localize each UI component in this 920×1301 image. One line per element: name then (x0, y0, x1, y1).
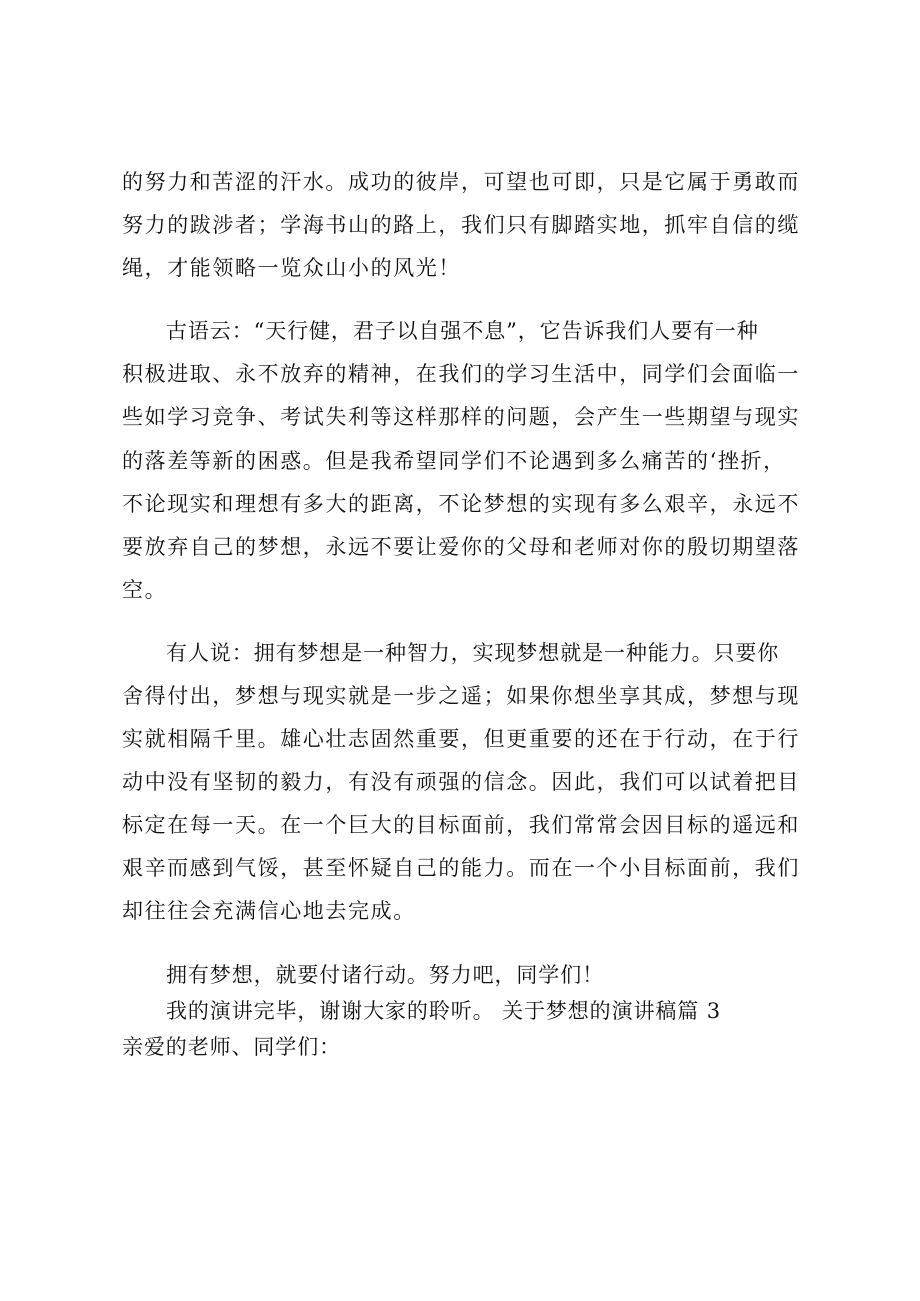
paragraph-3-line-3: 实就相隔千里。雄心壮志固然重要，但更重要的还在于行动，在于行 (122, 727, 800, 751)
paragraph-1-line-2: 努力的跋涉者；学海书山的路上，我们只有脚踏实地，抓牢自信的缆 (122, 213, 800, 237)
paragraph-2-line-4: 的落差等新的困惑。但是我希望同学们不论遇到多么痛苦的‘挫折， (122, 449, 786, 473)
paragraph-2-line-7: 空。 (122, 578, 168, 602)
paragraph-1-line-3: 绳，才能领略一览众山小的风光！ (122, 256, 461, 280)
paragraph-4: 拥有梦想，就要付诸行动。努力吧，同学们！ (166, 963, 604, 987)
paragraph-3-line-1: 有人说：拥有梦想是一种智力，实现梦想就是一种能力。只要你 (166, 641, 780, 665)
paragraph-3-line-2: 舍得付出，梦想与现实就是一步之遥；如果你想坐享其成，梦想与现 (122, 684, 800, 708)
paragraph-1-line-1: 的努力和苦涩的汗水。成功的彼岸，可望也可即，只是它属于勇敢而 (122, 170, 800, 194)
paragraph-2-line-3: 些如学习竞争、考试失利等这样那样的问题，会产生一些期望与现实 (122, 405, 800, 429)
paragraph-3-line-7: 却往往会充满信心地去完成。 (122, 899, 416, 923)
paragraph-2-line-6: 要放弃自己的梦想，永远不要让爱你的父母和老师对你的殷切期望落 (122, 535, 800, 559)
paragraph-3-line-4: 动中没有坚韧的毅力，有没有顽强的信念。因此，我们可以试着把目 (122, 770, 800, 794)
closing-line: 我的演讲完毕，谢谢大家的聆听。 关于梦想的演讲稿篇 3 (166, 999, 722, 1023)
paragraph-3-line-6: 艰辛而感到气馁，甚至怀疑自己的能力。而在一个小目标面前，我们 (122, 856, 800, 880)
paragraph-3-line-5: 标定在每一天。在一个巨大的目标面前，我们常常会因目标的遥远和 (122, 813, 800, 837)
salutation: 亲爱的老师、同学们： (122, 1035, 341, 1059)
paragraph-2-line-1: 古语云：“天行健，君子以自强不息”，它告诉我们人要有一种 (166, 319, 759, 343)
paragraph-2-line-5: 不论现实和理想有多大的距离，不论梦想的实现有多么艰辛，永远不 (122, 492, 800, 516)
paragraph-2-line-2: 积极进取、永不放弃的精神，在我们的学习生活中，同学们会面临一 (122, 362, 800, 386)
